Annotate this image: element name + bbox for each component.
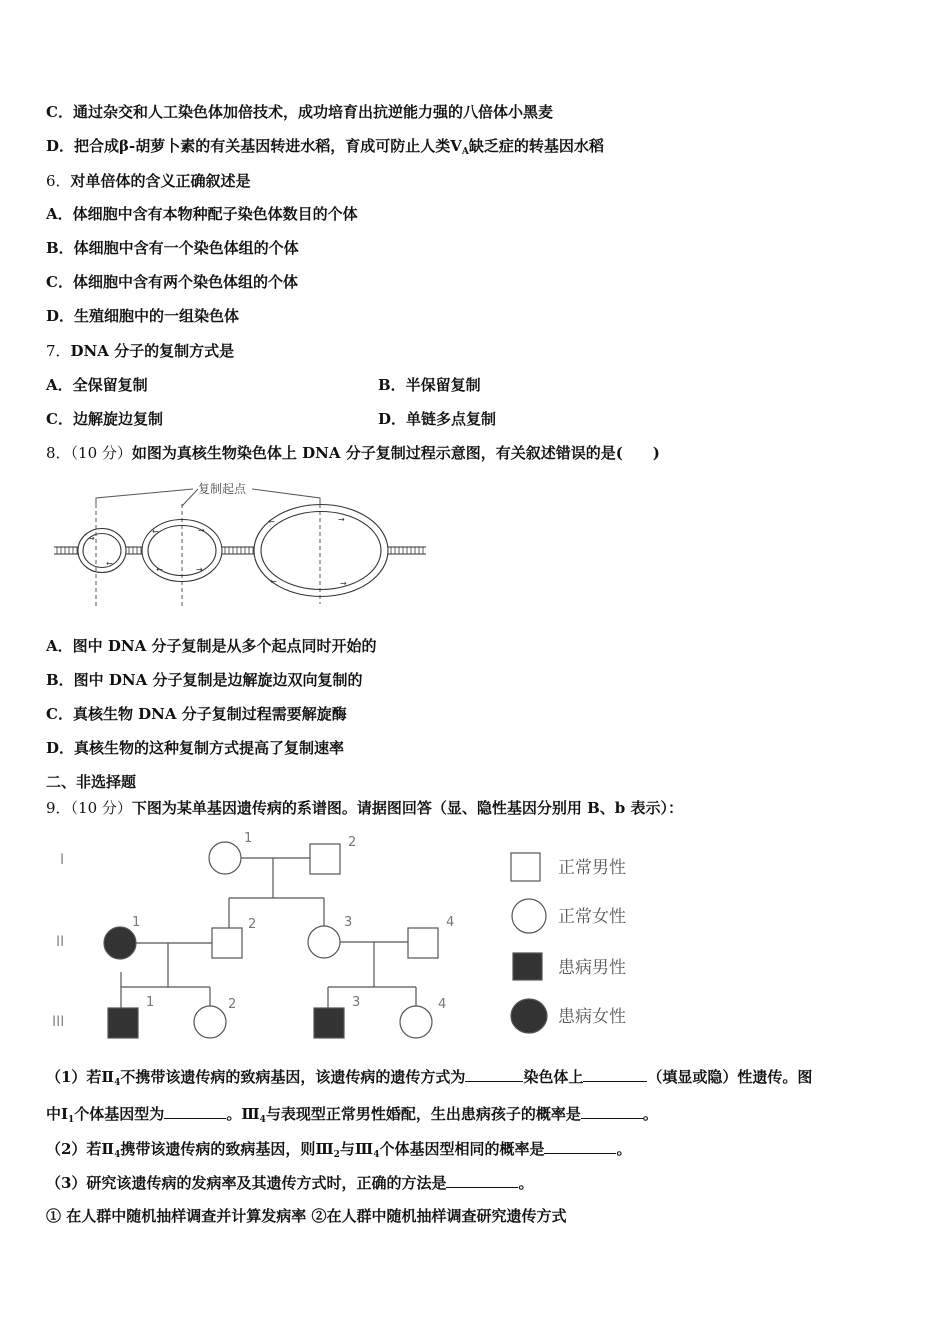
pedigree-num-III-4: 4: [438, 997, 447, 1012]
legend-affected-male: 患病男性: [558, 958, 626, 978]
svg-text:←: ←: [268, 517, 275, 526]
q7-option-a: A．全保留复制: [46, 376, 148, 394]
pedigree-num-III-2: 2: [228, 997, 237, 1012]
q6-stem: 6．对单倍体的含义正确叙述是: [46, 172, 251, 190]
q6-option-a: A．体细胞中含有本物种配子染色体数目的个体: [46, 205, 358, 223]
pedigree-II-4-normal-male: [408, 928, 438, 958]
generation-label-3: III: [52, 1014, 65, 1030]
svg-text:←: ←: [270, 577, 277, 586]
dna-helix-segments: [54, 547, 426, 554]
q8-option-b: B．图中 DNA 分子复制是边解旋边双向复制的: [46, 671, 363, 689]
pedigree-num-I-2: 2: [348, 835, 357, 850]
q9-part2: （2）若$Ⅱ_4$携带该遗传病的致病基因，则$Ⅲ_2$与$Ⅲ_4$个体基因型相同的概率是 。: [46, 1140, 632, 1160]
pedigree-III-4-normal-female: [400, 1006, 432, 1038]
legend-normal-female-icon: [512, 899, 546, 933]
pedigree-num-II-3: 3: [344, 915, 353, 930]
legend-affected-female: 患病女性: [558, 1007, 626, 1027]
svg-text:←: ←: [156, 565, 163, 574]
replication-origin-label: 复制起点: [198, 482, 247, 496]
legend-normal-female: 正常女性: [558, 907, 626, 927]
pedigree-III-2-normal-female: [194, 1006, 226, 1038]
q6-option-c: C．体细胞中含有两个染色体组的个体: [46, 273, 298, 291]
svg-text:←: ←: [106, 559, 113, 568]
pedigree-II-3-normal-female: [308, 926, 340, 958]
answer-blank-4[interactable]: [581, 1103, 643, 1119]
pedigree-num-III-3: 3: [352, 995, 361, 1010]
answer-blank-6[interactable]: [446, 1172, 518, 1188]
pedigree-num-II-2: 2: [248, 917, 257, 932]
origin-bracket: [96, 489, 193, 506]
answer-blank-3[interactable]: [164, 1103, 226, 1119]
pedigree-num-I-1: 1: [244, 831, 253, 846]
q8-stem: 8．（10 分）如图为真核生物染色体上 DNA 分子复制过程示意图，有关叙述错误的是( ): [46, 444, 660, 462]
q7-stem: 7．DNA 分子的复制方式是: [46, 342, 235, 360]
q7-option-d: D．单链多点复制: [378, 410, 497, 428]
legend-affected-male-icon: [513, 953, 542, 980]
q9-part3-choices: ① 在人群中随机抽样调查并计算发病率 ②在人群中随机抽样调查研究遗传方式: [46, 1207, 567, 1225]
pedigree-num-II-1: 1: [132, 915, 141, 930]
replication-direction-arrows: [88, 515, 347, 588]
answer-blank-2[interactable]: [583, 1066, 647, 1082]
pedigree-num-III-1: 1: [146, 995, 155, 1010]
q9-part1-line2: 中$Ⅰ_1$个体基因型为 。$Ⅲ_4$与表现型正常男性婚配，生出患病孩子的概率是 。: [46, 1105, 658, 1125]
q6-option-b: B．体细胞中含有一个染色体组的个体: [46, 239, 299, 257]
q6-option-d: D．生殖细胞中的一组染色体: [46, 307, 240, 325]
pedigree-II-1-affected-female: [104, 927, 136, 959]
q8-option-a: A．图中 DNA 分子复制是从多个起点同时开始的: [46, 637, 377, 655]
pedigree-num-II-4: 4: [446, 915, 455, 930]
pedigree-I-2-normal-male: [310, 844, 340, 874]
svg-text:→: →: [196, 565, 203, 574]
q8-option-c: C．真核生物 DNA 分子复制过程需要解旋酶: [46, 705, 347, 723]
q9-stem: 9．（10 分）下图为某单基因遗传病的系谱图。请据图回答（显、隐性基因分别用 B、b 表示）：: [46, 799, 684, 817]
q9-part3: （3）研究该遗传病的发病率及其遗传方式时，正确的方法是 。: [46, 1174, 534, 1192]
section-heading: 二、非选择题: [46, 773, 137, 791]
pedigree-chart: [48, 822, 658, 1052]
q5-option-d: D．把合成β-胡萝卜素的有关基因转进水稻，育成可防止人类$V_A$缺乏症的转基因水稻: [46, 137, 604, 157]
answer-blank-5[interactable]: [544, 1138, 616, 1154]
legend-normal-male: 正常男性: [558, 858, 626, 878]
svg-text:→: →: [198, 526, 205, 535]
generation-label-2: II: [56, 934, 65, 950]
svg-text:→: →: [88, 534, 95, 543]
q7-option-b: B．半保留复制: [378, 376, 481, 394]
pedigree-III-3-affected-male: [314, 1008, 344, 1038]
q8-option-d: D．真核生物的这种复制方式提高了复制速率: [46, 739, 345, 757]
q7-option-c: C．边解旋边复制: [46, 410, 163, 428]
pedigree-III-1-affected-male: [108, 1008, 138, 1038]
svg-text:→: →: [338, 515, 345, 524]
q5-option-c: C．通过杂交和人工染色体加倍技术，成功培育出抗逆能力强的八倍体小黑麦: [46, 103, 553, 121]
pedigree-II-2-normal-male: [212, 928, 242, 958]
answer-blank-1[interactable]: [465, 1066, 523, 1082]
q9-part1-line1: （1）若$Ⅱ_4$不携带该遗传病的致病基因，该遗传病的遗传方式为 染色体上 （填显或隐）性遗传。图: [46, 1068, 813, 1088]
dna-replication-figure: [48, 476, 438, 608]
generation-label-1: I: [60, 852, 65, 868]
legend-affected-female-icon: [511, 999, 547, 1033]
svg-text:→: →: [340, 579, 347, 588]
svg-text:←: ←: [152, 527, 159, 536]
pedigree-I-1-normal-female: [209, 842, 241, 874]
legend-normal-male-icon: [511, 853, 540, 881]
